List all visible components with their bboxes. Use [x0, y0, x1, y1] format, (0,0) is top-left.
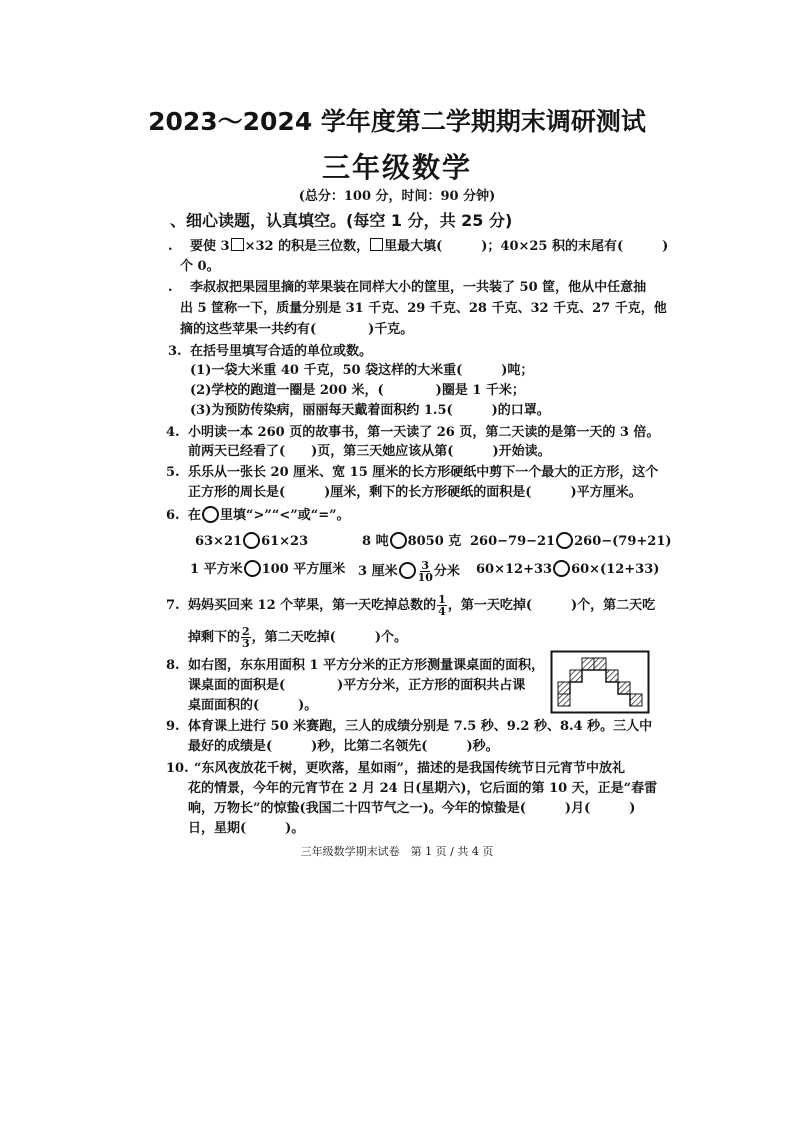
fraction-3-10: $\frac{3}{10}$	[417, 559, 433, 584]
exam-title: 2023～2024 学年度第二学期期末调研测试	[148, 107, 646, 136]
hatched-square	[630, 694, 642, 706]
page-footer: 三年级数学期末试卷 第 1 页 / 共 4 页	[300, 845, 494, 858]
q8-line-2: 课桌面的面积是( )平方分米，正方形的面积共占课	[188, 678, 526, 693]
q1-line-2: 个 0。	[180, 259, 220, 274]
q5-number: 5.	[166, 465, 180, 480]
desk-grid-figure	[550, 650, 650, 714]
compare-circle-icon	[243, 532, 260, 549]
q10-number: 10.	[166, 761, 189, 776]
q10-line-2: 花的情景，今年的元宵节在 2 月 24 日(星期六)，它后面的第 10 天，正是“春雷	[188, 781, 658, 796]
compare-circle-icon	[556, 532, 573, 549]
compare-circle-icon	[390, 532, 407, 549]
q6-row-1-col-2: 8 吨 8050 克	[362, 534, 462, 549]
q1-number: .	[168, 239, 173, 254]
q4-number: 4.	[166, 425, 180, 440]
q8-line-3: 桌面面积的( )。	[188, 698, 318, 713]
q7-line-1: 7. 妈妈买回来 12 个苹果，第一天吃掉总数的 $\frac{1}{4}$ ，第一天吃掉( )个，第二天吃	[166, 593, 656, 618]
q7-line-2: 掉剩下的 $\frac{2}{3}$ ，第二天吃掉( )个。	[188, 625, 407, 650]
q6-row-1-col-3: 260−79−21 260−(79+21)	[470, 534, 672, 549]
q9-line-1: 9. 体育课上进行 50 米赛跑，三人的成绩分别是 7.5 秒、9.2 秒、8.4 秒。三人中	[166, 719, 653, 734]
hatched-square	[606, 670, 618, 682]
q2-line-3: 摘的这些苹果一共约有( )千克。	[180, 322, 414, 337]
q4-line-1: 4. 小明读一本 260 页的故事书，第一天读了 26 页，第二天读的是第一天的 3 倍。	[166, 425, 660, 440]
q6-line-1: 6. 在 里填“>”“<”或“=”。	[166, 508, 350, 523]
q9-number: 9.	[166, 719, 180, 734]
q4-line-2: 前两天已经看了( )页，第三天她应该从第( )开始读。	[188, 444, 551, 459]
compare-circle-icon	[399, 562, 416, 579]
blank-box-icon	[231, 238, 244, 251]
q8-number: 8.	[166, 658, 180, 673]
q10-line-4: 日，星期( )。	[188, 821, 305, 836]
q3-line-2: (1)一袋大米重 40 千克，50 袋这样的大米重( )吨；	[190, 363, 534, 378]
q10-line-3: 响，万物长”的惊蛰(我国二十四节气之一)。今年的惊蛰是( )月( )	[188, 801, 636, 816]
q8-line-1: 8. 如右图，东东用面积 1 平方分米的正方形测量课桌面的面积，	[166, 658, 545, 673]
q6-row-2-col-3: 60×12+33 60×(12+33)	[476, 562, 660, 577]
q6-row-2-col-2: 3 厘米 $\frac{3}{10}$ 分米	[358, 559, 460, 584]
q6-number: 6.	[166, 508, 180, 523]
hatched-square	[594, 658, 606, 670]
q3-line-3: (2)学校的跑道一圈是 200 米，( )圈是 1 千米；	[190, 383, 525, 398]
q3-number: 3.	[168, 344, 182, 359]
exam-subtitle: 三年级数学	[321, 151, 472, 184]
q9-line-2: 最好的成绩是( )秒，比第二名领先( )秒。	[188, 739, 499, 754]
fraction-2-3: $\frac{2}{3}$	[242, 625, 250, 650]
section-1-title: 、细心读题，认真填空。(每空 1 分，共 25 分)	[170, 211, 513, 230]
q2-line-2: 出 5 筐称一下，质量分别是 31 千克、29 千克、28 千克、32 千克、27 千克，他	[180, 301, 667, 316]
q6-row-1-col-1: 63×21 61×23	[195, 534, 309, 549]
q2-line-1: . 李叔叔把果园里摘的苹果装在同样大小的筐里，一共装了 50 筐，他从中任意抽	[168, 280, 647, 295]
fraction-1-4: $\frac{1}{4}$	[438, 593, 446, 618]
hatched-square	[558, 694, 570, 706]
q5-line-1: 5. 乐乐从一张长 20 厘米、宽 15 厘米的长方形硬纸中剪下一个最大的正方形，这个	[166, 465, 659, 480]
q5-line-2: 正方形的周长是( )厘米，剩下的长方形硬纸的面积是( )平方厘米。	[188, 485, 642, 500]
hatched-square	[558, 682, 570, 694]
q2-number: .	[168, 280, 173, 295]
q6-row-2-col-1: 1 平方米 100 平方厘米	[190, 562, 346, 577]
hatched-square	[582, 658, 594, 670]
hatched-square	[618, 682, 630, 694]
hatched-square	[570, 670, 582, 682]
q10-line-1: 10. “东风夜放花千树，更吹落，星如雨”，描述的是我国传统节日元宵节中放礼	[166, 761, 625, 776]
q1-line-1: . 要使 3 ×32 的积是三位数， 里最大填( )；40×25 积的末尾有( )	[168, 239, 669, 254]
compare-circle-icon	[202, 506, 219, 523]
compare-circle-icon	[244, 560, 261, 577]
q3-line-1: 3. 在括号里填写合适的单位或数。	[168, 344, 373, 359]
q7-number: 7.	[166, 598, 180, 613]
q3-line-4: (3)为预防传染病，丽丽每天戴着面积约 1.5( )的口罩。	[190, 403, 550, 418]
compare-circle-icon	[553, 560, 570, 577]
blank-box-icon	[370, 238, 383, 251]
exam-meta: (总分：100 分，时间：90 分钟)	[298, 189, 496, 204]
